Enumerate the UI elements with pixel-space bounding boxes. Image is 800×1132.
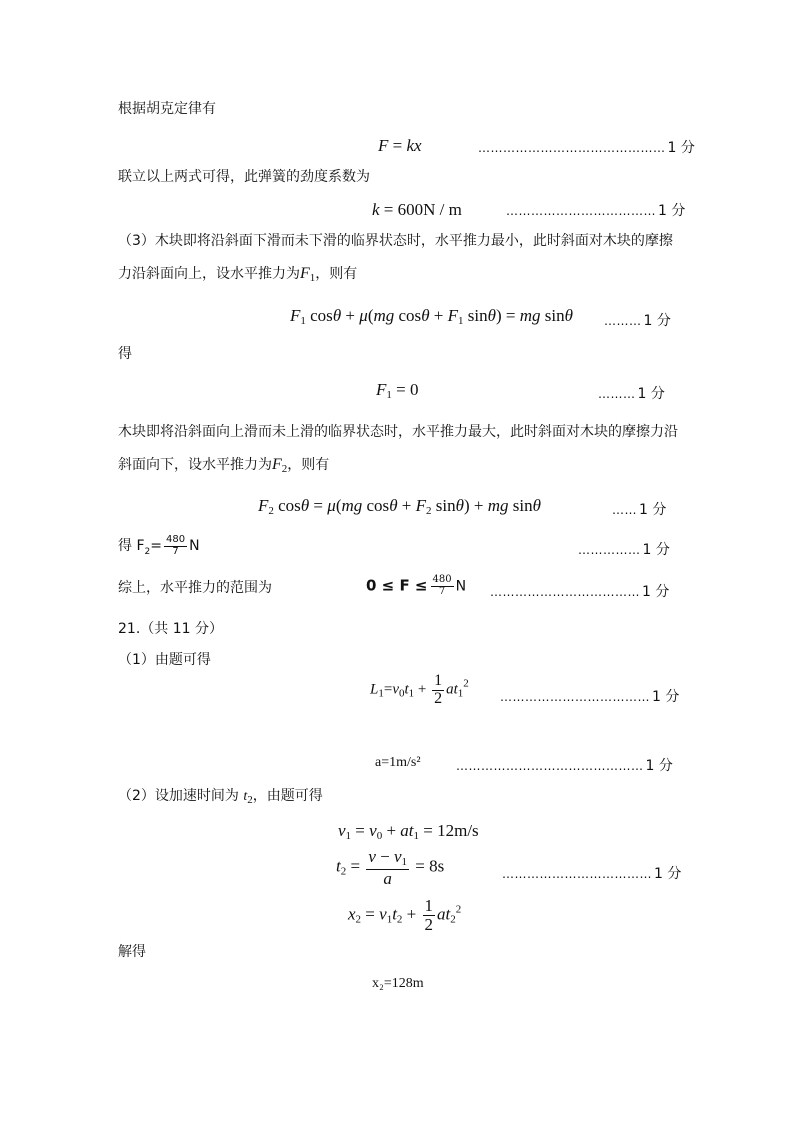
de-label-1: 得 bbox=[118, 346, 132, 362]
q21-title: 21.（共 11 分） bbox=[118, 621, 223, 637]
combine-text: 联立以上两式可得，此弹簧的劲度系数为 bbox=[118, 169, 370, 185]
l1-formula: $L_1=v_0t_1$ + $\frac{1}{2}$ $at_1^2$ bbox=[370, 672, 469, 707]
x2-formula: $x_2 = v_1t_2$ + $\frac{1}{2}$ $at_2^2$ bbox=[348, 896, 462, 934]
f1-result: $F_1 = 0$ bbox=[376, 380, 419, 401]
part3-line2: 力沿斜面向上，设水平推力为$F_1$，则有 bbox=[118, 265, 358, 284]
score-l1: ……………………………… 1 分 bbox=[500, 689, 680, 705]
part3-line4: 斜面向下，设水平推力为$F_2$，则有 bbox=[118, 456, 330, 475]
score-f1: ……… 1 分 bbox=[598, 386, 665, 402]
equation-f1: $F_1$ cosθ + μ(mg $\cos\theta + F_1$ sinθ) = mg sinθ bbox=[290, 306, 573, 327]
x2-result: x₂=128m bbox=[372, 976, 424, 991]
score-eq-f2: …… 1 分 bbox=[612, 502, 667, 518]
k-formula: k = 600N / m bbox=[372, 200, 462, 219]
score-accel: ……………………………………… 1 分 bbox=[456, 758, 673, 774]
hooke-intro: 根据胡克定律有 bbox=[118, 101, 216, 117]
score-eq-f1: ……… 1 分 bbox=[604, 313, 671, 329]
part3-line3: 木块即将沿斜面向上滑而未上滑的临界状态时，水平推力最大，此时斜面对木块的摩擦力沿 bbox=[118, 424, 678, 440]
score-hooke: ……………………………………… 1 分 bbox=[478, 140, 695, 156]
hooke-formula: F = kx bbox=[378, 136, 422, 155]
score-t2: ……………………………… 1 分 bbox=[502, 866, 682, 882]
summary-text: 综上，水平推力的范围为 bbox=[118, 580, 272, 596]
solve-label: 解得 bbox=[118, 944, 146, 960]
score-f2: …………… 1 分 bbox=[578, 542, 670, 558]
score-k: ……………………………… 1 分 bbox=[506, 203, 686, 219]
score-range: ……………………………… 1 分 bbox=[490, 584, 670, 600]
t2-formula: $t_2$ = $\frac{v - v_1}{a}$ = 8s bbox=[336, 847, 445, 888]
v1-formula: $v_1 = v_0 + at_1 = 12m/s$ bbox=[338, 821, 479, 842]
f2-result: 得 $F_2=$ $\frac{480}{7}$ N bbox=[118, 534, 200, 557]
accel-value: a=1m/s² bbox=[375, 755, 421, 770]
range-formula: 0 ≤ F ≤ $\frac{480}{7}$ N bbox=[366, 574, 467, 597]
equation-f2: $F_2$ cosθ = μ(mg $\cos\theta + F_2$ sinθ) + mg sinθ bbox=[258, 496, 541, 517]
q21-part1: （1）由题可得 bbox=[118, 652, 211, 668]
part3-line1: （3）木块即将沿斜面下滑而未下滑的临界状态时，水平推力最小，此时斜面对木块的摩擦 bbox=[118, 233, 673, 249]
q21-part2: （2）设加速时间为 $t_2$，由题可得 bbox=[118, 788, 323, 806]
